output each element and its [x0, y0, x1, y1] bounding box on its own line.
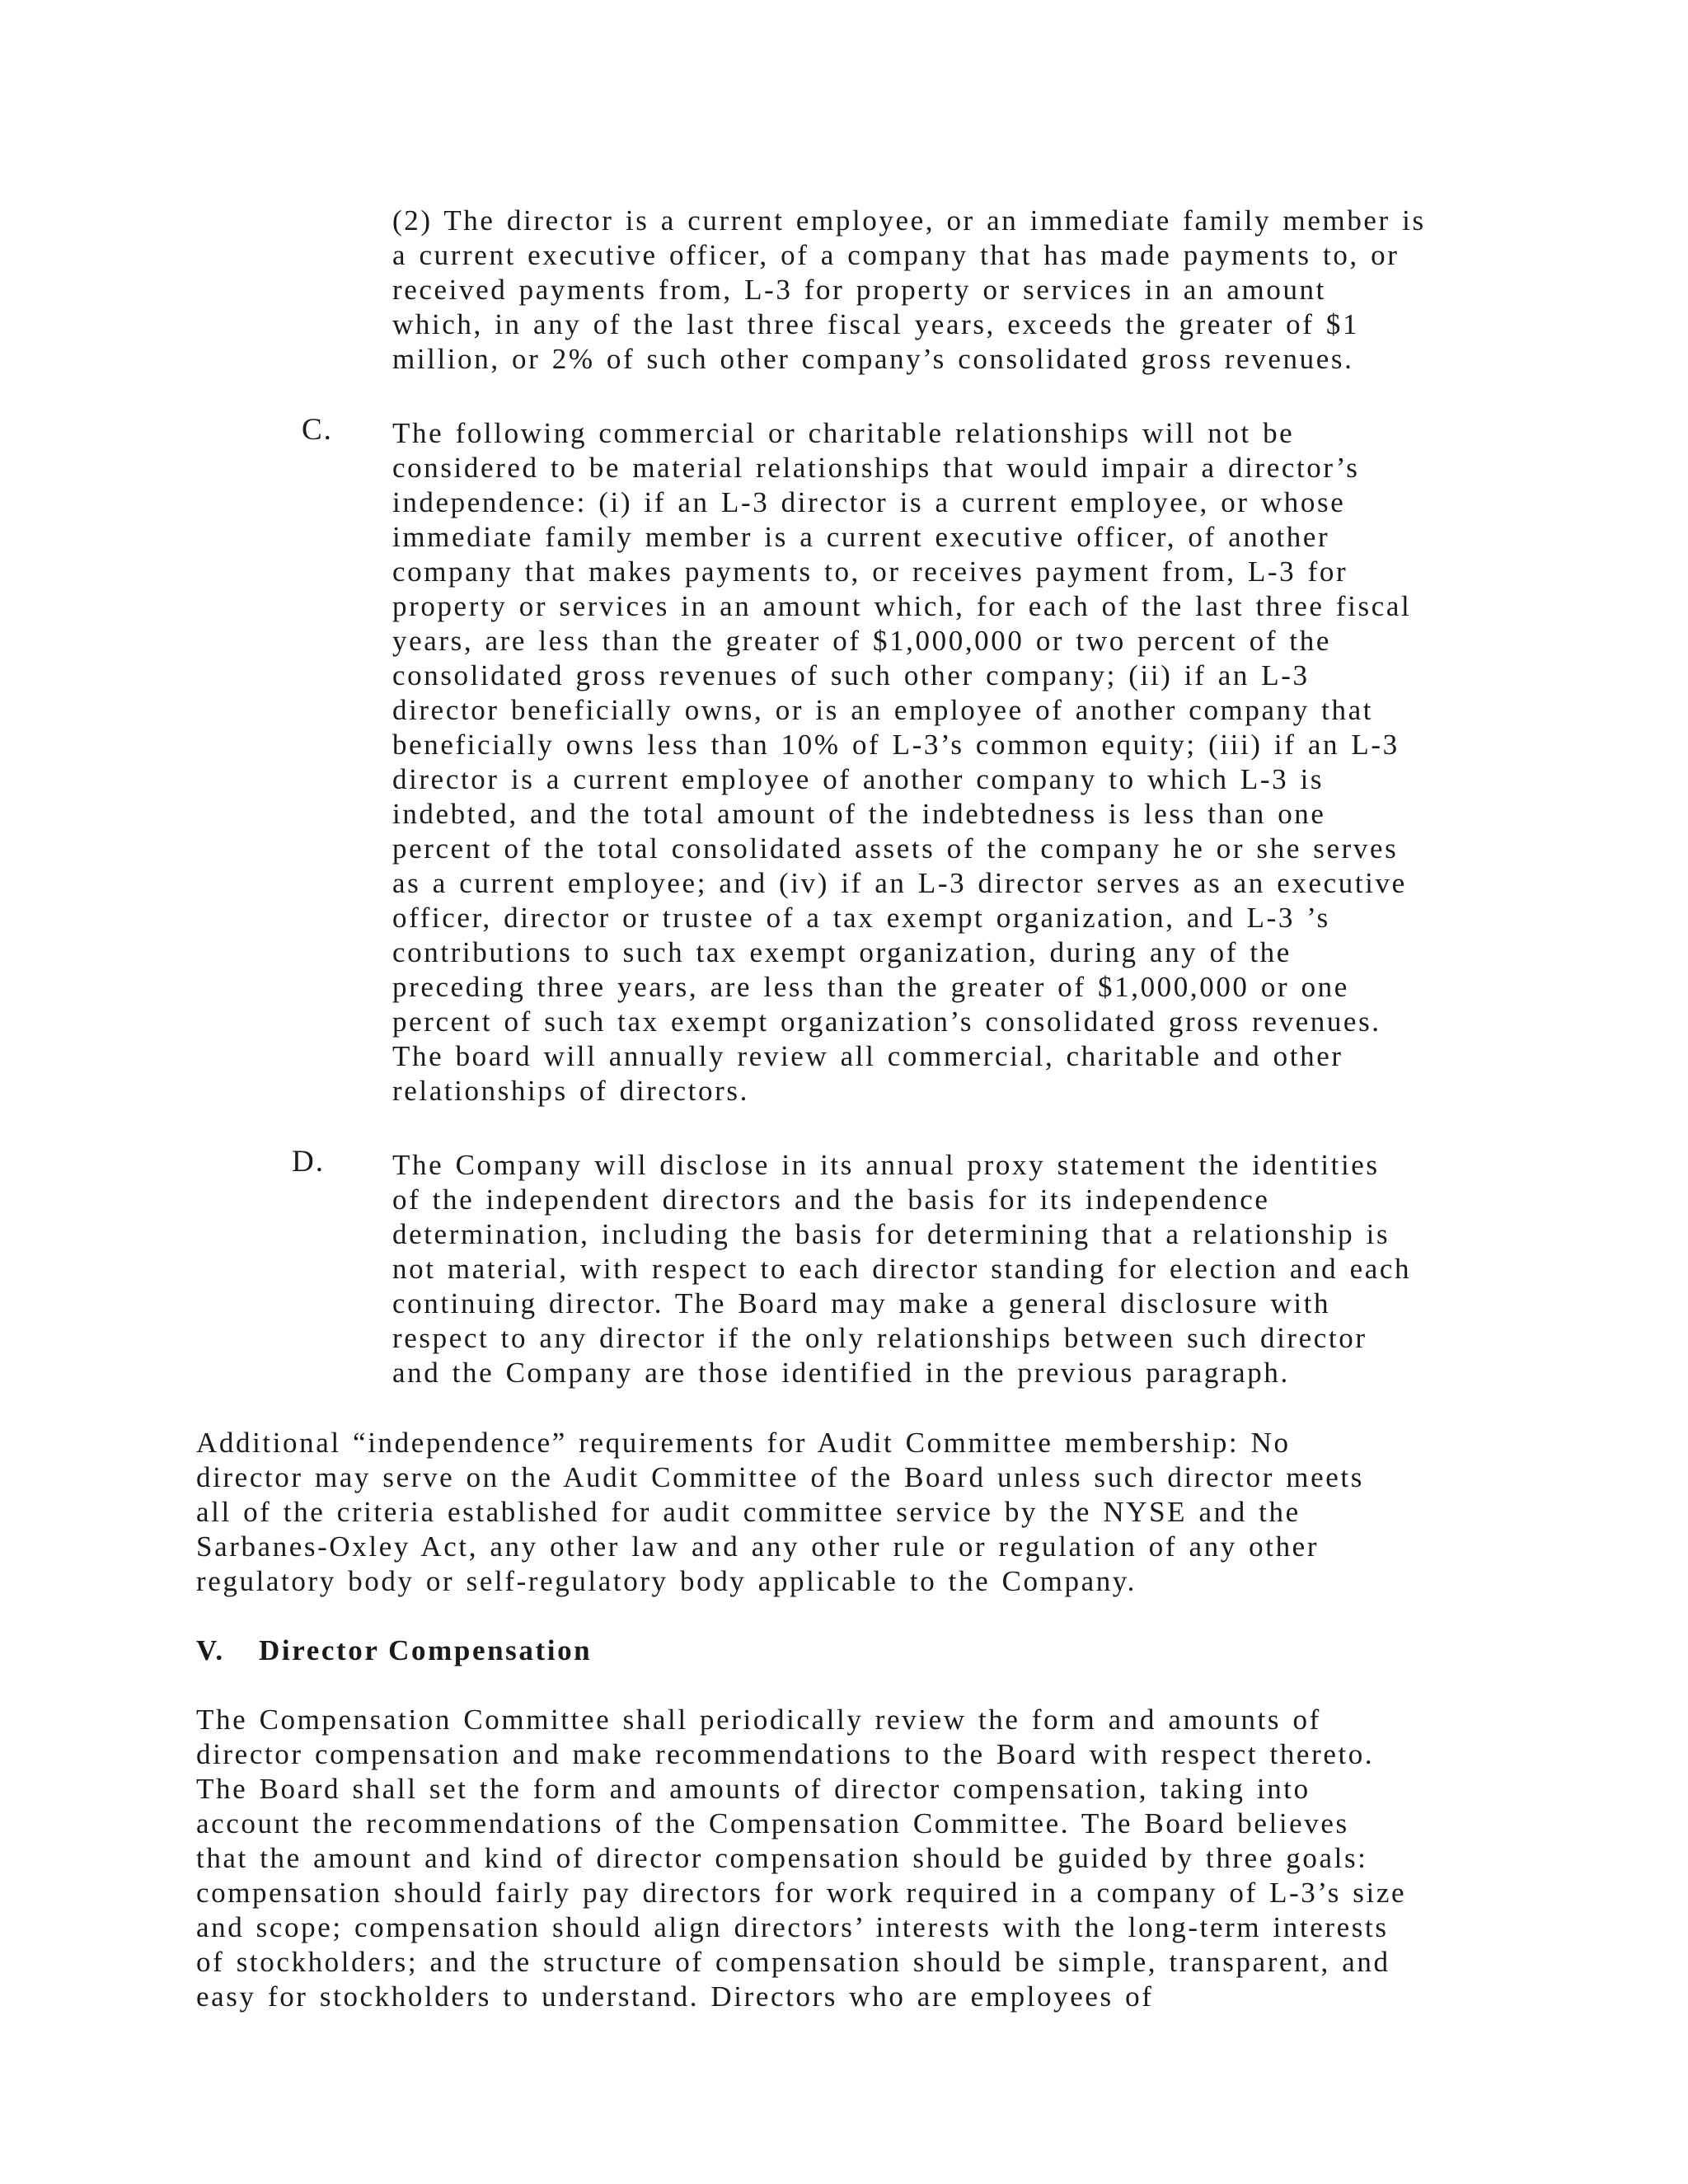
item-c-line: as a current employee; and (iv) if an L-3 director serves as an executive — [392, 867, 1407, 899]
item-c-line: preceding three years, are less than the greater of $1,000,000 or one — [392, 971, 1349, 1003]
paragraph-2-line: a current executive officer, of a company that has made payments to, or — [392, 239, 1400, 271]
compensation-line: that the amount and kind of director compensation should be guided by three goals: — [196, 1842, 1368, 1874]
item-c-line: immediate family member is a current executive officer, of another — [392, 521, 1330, 553]
item-c-line: director beneficially owns, or is an employee of another company that — [392, 694, 1374, 726]
item-d-line: respect to any director if the only relationships between such director — [392, 1322, 1367, 1354]
item-c-line: indebted, and the total amount of the indebtedness is less than one — [392, 798, 1326, 830]
item-c-line: company that makes payments to, or receives payment from, L-3 for — [392, 555, 1348, 588]
paragraph-2-line: which, in any of the last three fiscal years, exceeds the greater of $1 — [392, 308, 1360, 340]
section-v-title: Director Compensation — [259, 1634, 593, 1666]
item-c-line: property or services in an amount which, for each of the last three fiscal — [392, 590, 1412, 622]
compensation-line: of stockholders; and the structure of compensation should be simple, transparent, and — [196, 1946, 1390, 1978]
audit-line: director may serve on the Audit Committee of the Board unless such director meets — [196, 1461, 1364, 1493]
audit-line: Sarbanes-Oxley Act, any other law and any other rule or regulation of any other — [196, 1530, 1320, 1563]
item-c-line: relationships of directors. — [392, 1075, 749, 1107]
compensation-line: The Compensation Committee shall periodically review the form and amounts of — [196, 1704, 1321, 1736]
item-d-marker: D. — [292, 1145, 325, 1179]
item-c-line: consolidated gross revenues of such other company; (ii) if an L-3 — [392, 659, 1310, 691]
compensation-line: The Board shall set the form and amounts of director compensation, taking into — [196, 1773, 1311, 1805]
item-d-line: and the Company are those identified in the previous paragraph. — [392, 1357, 1290, 1389]
item-d-line: of the independent directors and the basis for its independence — [392, 1183, 1270, 1216]
compensation-line: and scope; compensation should align directors’ interests with the long-term interests — [196, 1911, 1389, 1943]
compensation-line: director compensation and make recommendations to the Board with respect thereto. — [196, 1738, 1375, 1770]
paragraph-2-line: (2) The director is a current employee, or an immediate family member is — [392, 204, 1426, 237]
item-d-line: continuing director. The Board may make a general disclosure with — [392, 1287, 1331, 1319]
item-d-line: The Company will disclose in its annual proxy statement the identities — [392, 1149, 1380, 1181]
compensation-line: easy for stockholders to understand. Directors who are employees of — [196, 1980, 1154, 2013]
section-v-heading — [196, 1633, 592, 1668]
item-c-line: beneficially owns less than 10% of L-3’s common equity; (iii) if an L-3 — [392, 729, 1400, 761]
item-c-line: considered to be material relationships that would impair a director’s — [392, 452, 1360, 484]
audit-line: all of the criteria established for audit committee service by the NYSE and the — [196, 1496, 1301, 1528]
item-c-line: contributions to such tax exempt organization, during any of the — [392, 936, 1292, 968]
section-v-number: V. — [196, 1634, 225, 1666]
item-c-line: percent of the total consolidated assets of the company he or she serves — [392, 832, 1399, 865]
item-c-marker: C. — [302, 413, 333, 447]
paragraph-2-line: received payments from, L-3 for property or services in an amount — [392, 274, 1326, 306]
paragraph-2-line: million, or 2% of such other company’s consolidated gross revenues. — [392, 343, 1354, 375]
compensation-line: account the recommendations of the Compensation Committee. The Board believes — [196, 1807, 1349, 1840]
item-d-line: determination, including the basis for determining that a relationship is — [392, 1218, 1390, 1250]
item-c-line: The board will annually review all commercial, charitable and other — [392, 1040, 1343, 1072]
item-d-line: not material, with respect to each director standing for election and each — [392, 1253, 1412, 1285]
item-c-line: director is a current employee of another company to which L-3 is — [392, 763, 1325, 795]
item-c-line: independence: (i) if an L-3 director is a current employee, or whose — [392, 486, 1346, 518]
item-c-line: percent of such tax exempt organization’s consolidated gross revenues. — [392, 1005, 1381, 1038]
item-c-line: years, are less than the greater of $1,000,000 or two percent of the — [392, 625, 1331, 657]
audit-line: regulatory body or self-regulatory body applicable to the Company. — [196, 1565, 1137, 1597]
audit-line: Additional “independence” requirements for Audit Committee membership: No — [196, 1427, 1291, 1459]
item-c-line: officer, director or trustee of a tax exempt organization, and L-3 ’s — [392, 902, 1330, 934]
item-c-line: The following commercial or charitable relationships will not be — [392, 417, 1295, 449]
compensation-line: compensation should fairly pay directors for work required in a company of L-3’s size — [196, 1877, 1407, 1909]
